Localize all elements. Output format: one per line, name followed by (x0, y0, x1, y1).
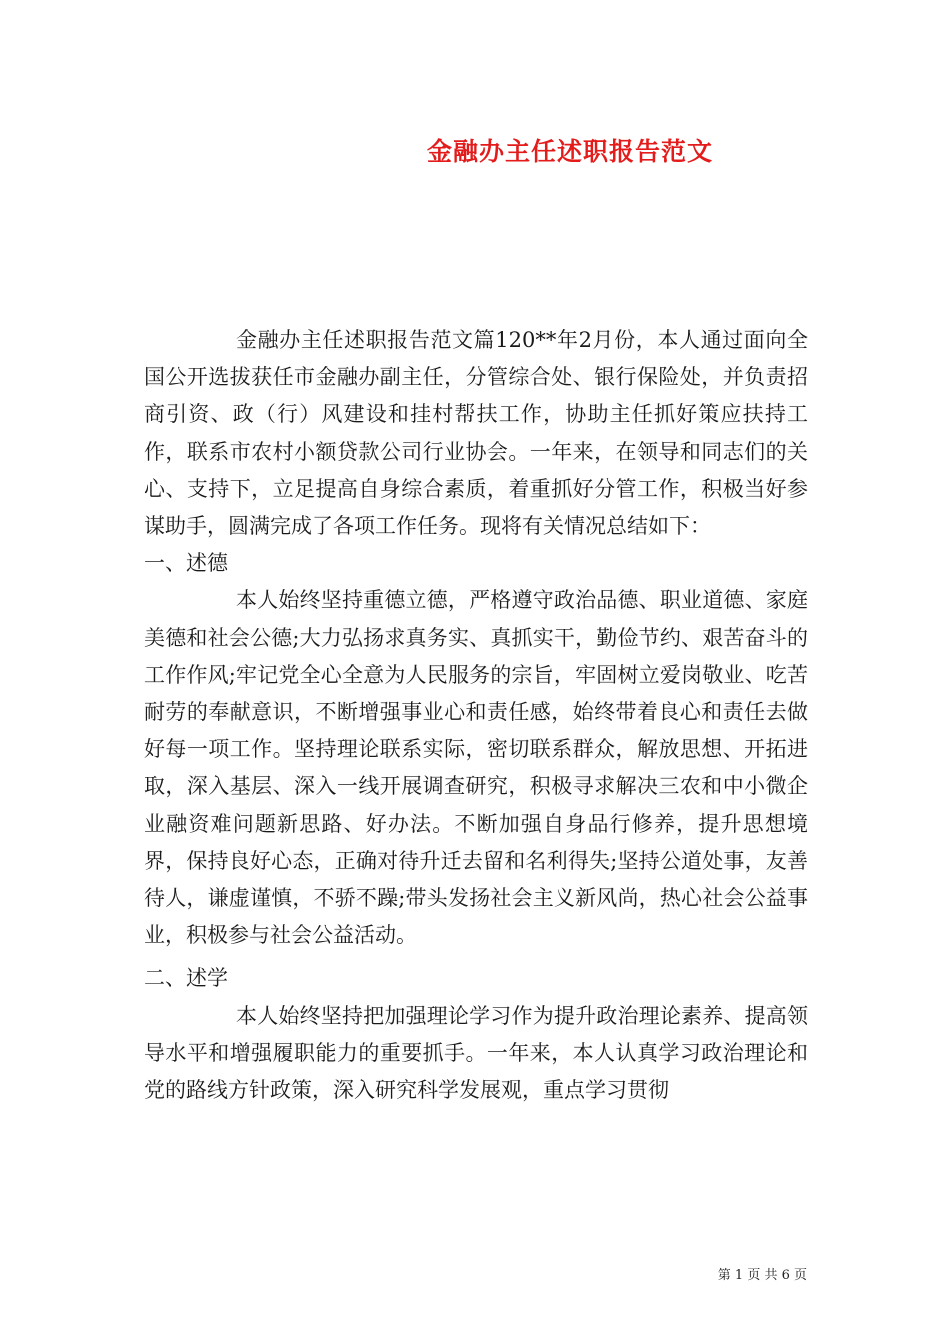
document-title: 金融办主任述职报告范文 (426, 137, 713, 166)
document-body (144, 322, 808, 1109)
intro-paragraph: 金融办主任述职报告范文篇120**年2月份，本人通过面向全国公开选拔获任市金融办副主任，分管综合处、银行保险处，并负责招商引资、政（行）风建设和挂村帮扶工作，协助主任抓好策应扶持工作，联系市农村小额贷款公司行业协会。一年来，在领导和同志们的关心、支持下，立足提高自身综合素质，着重抓好分管工作，积极当好参谋助手，圆满完成了各项工作任务。现将有关情况总结如下： (144, 328, 808, 539)
study-paragraph: 本人始终坚持把加强理论学习作为提升政治理论素养、提高领导水平和增强履职能力的重要抓手。一年来，本人认真学习政治理论和党的路线方针政策，深入研究科学发展观，重点学习贯彻 (144, 1003, 808, 1103)
morality-paragraph: 本人始终坚持重德立德，严格遵守政治品德、职业道德、家庭美德和社会公德;大力弘扬求真务实、真抓实干，勤俭节约、艰苦奋斗的工作作风;牢记党全心全意为人民服务的宗旨，牢固树立爱岗敬业、吃苦耐劳的奉献意识，不断增强事业心和责任感，始终带着良心和责任去做好每一项工作。坚持理论联系实际，密切联系群众，解放思想、开拓进取，深入基层、深入一线开展调查研究，积极寻求解决三农和中小微企业融资难问题新思路、好办法。不断加强自身品行修养，提升思想境界，保持良好心态，正确对待升迁去留和名利得失;坚持公道处事，友善待人，谦虚谨慎，不骄不躁;带头发扬社会主义新风尚，热心社会公益事业，积极参与社会公益活动。 (144, 588, 808, 948)
section-heading-morality: 一、述德 (144, 551, 228, 576)
page-number-footer: 第 1 页 共 6 页 (717, 1268, 807, 1283)
section-heading-study: 二、述学 (144, 966, 228, 991)
